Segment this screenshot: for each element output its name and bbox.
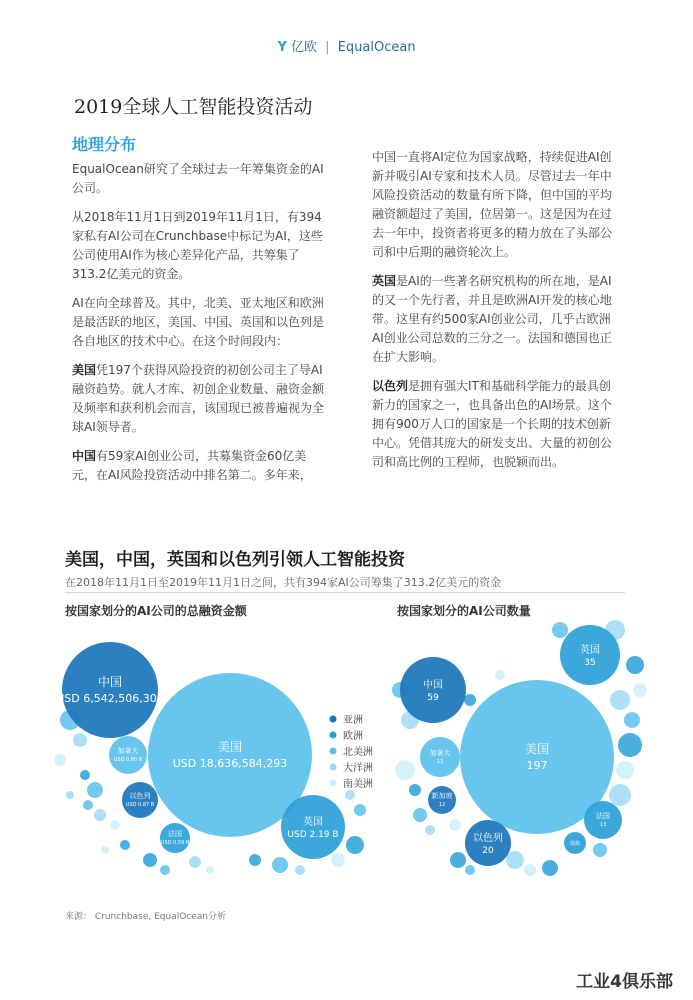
bubble-加拿大: [109, 736, 147, 774]
page-title: 2019全球人工智能投资活动: [74, 96, 313, 118]
minor-bubble: [624, 712, 640, 728]
minor-bubble: [616, 761, 634, 779]
minor-bubble: [87, 782, 103, 798]
bubble-label: 美国: [217, 740, 243, 754]
minor-bubble: [495, 670, 505, 680]
minor-bubble: [143, 853, 157, 867]
logo-en: EqualOcean: [337, 40, 416, 55]
minor-bubble: [354, 804, 366, 816]
text-uk: 是AI的一些著名研究机构的所在地，是AI的又一个先行者，并且是欧洲AI开发的核心地带。这里有约500家AI创业公司，几乎占欧洲AI创业公司总数的三分之一。法国和德国也正在扩大影响。: [372, 274, 612, 364]
bubble-label: 以色列: [129, 792, 151, 800]
logo-separator: |: [325, 40, 330, 55]
minor-bubble: [120, 840, 130, 850]
minor-bubble: [633, 683, 647, 697]
minor-bubble: [345, 790, 355, 800]
minor-bubble: [542, 860, 558, 876]
minor-bubble: [609, 784, 631, 806]
text-china: 有59家AI创业公司，共募集资金60亿美元，在AI风险投资活动中排名第二。多年来，: [72, 449, 312, 482]
equalocean-logo-icon: Y: [277, 40, 287, 55]
source-note: 来源： Crunchbase, EqualOcean分析: [65, 912, 226, 922]
bubble-value: 12: [438, 802, 446, 808]
minor-bubble: [464, 694, 476, 706]
minor-bubble: [413, 808, 427, 822]
legend-swatch: [330, 764, 337, 771]
minor-bubble: [593, 843, 607, 857]
minor-bubble: [425, 825, 435, 835]
minor-bubble: [94, 809, 106, 821]
minor-bubble: [110, 820, 120, 830]
bubble-value: 197: [526, 759, 548, 772]
bubble-label: 加拿大: [429, 749, 451, 757]
legend-swatch: [330, 732, 337, 739]
minor-bubble: [54, 754, 66, 766]
minor-bubble: [101, 846, 109, 854]
bubble-value: USD 0.80 B: [113, 757, 143, 763]
minor-bubble: [409, 784, 421, 796]
minor-bubble: [618, 733, 642, 757]
bubble-label: 英国: [303, 817, 323, 828]
bubble-value: USD 0.87 B: [125, 802, 155, 808]
bubble-value: USD 0.59 B: [160, 840, 190, 846]
minor-bubble: [626, 656, 644, 674]
minor-bubble: [249, 854, 261, 866]
bubble-加拿大: [420, 737, 460, 777]
bubble-中国: [62, 642, 158, 738]
bubble-value: 13: [599, 822, 607, 828]
legend-label: 北美洲: [343, 747, 373, 758]
minor-bubble: [295, 865, 305, 875]
chart-2-title: 按国家划分的AI公司数量: [397, 604, 531, 618]
bubble-value: 35: [584, 658, 596, 668]
logo-cn: 亿欧: [291, 40, 318, 55]
bubble-label: 英国: [580, 645, 600, 656]
paragraph-3: AI在向全球普及。其中，北美、亚太地区和欧洲是最活跃的地区，美国、中国、英国和以色列是各自地区的技术中心。在这个时间段内：: [72, 296, 325, 348]
legend-swatch: [330, 780, 337, 787]
minor-bubble: [206, 866, 214, 874]
minor-bubble: [73, 733, 87, 747]
minor-bubble: [506, 851, 524, 869]
lead-china: 中国: [72, 449, 97, 463]
minor-bubble: [83, 800, 93, 810]
lead-usa: 美国: [72, 363, 97, 377]
minor-bubble: [189, 856, 201, 868]
bubble-label: 中国: [423, 680, 443, 691]
paragraph-china-cont: 中国一直将AI定位为国家战略，持续促进AI创新并吸引AI专家和技术人员。尽管过去一年中风险投资活动的数量有所下降，但中国的平均融资额超过了美国，位居第一。这是因为在过去一年中，投资者将更多的精力放在了头部公司和中后期的融资轮次上。: [372, 150, 613, 259]
paragraph-2: 从2018年11月1日到2019年11月1日，有394家私有AI公司在Crunchbase中标记为AI，这些公司使用AI作为核心差异化产品，共筹集了313.2亿美元的资金。: [72, 210, 323, 281]
minor-bubble: [331, 853, 345, 867]
minor-bubble: [449, 819, 461, 831]
section-heading: 地理分布: [72, 135, 137, 154]
minor-bubble: [272, 857, 288, 873]
legend-swatch: [330, 748, 337, 755]
minor-bubble: [346, 836, 364, 854]
bubble-新加坡: [428, 786, 456, 814]
minor-bubble: [66, 791, 74, 799]
bubble-value: USD 6,542,506,300: [56, 692, 164, 705]
minor-bubble: [80, 770, 90, 780]
bubble-value: 20: [482, 846, 494, 856]
minor-bubble: [552, 622, 568, 638]
watermark: 工业4俱乐部: [576, 972, 673, 992]
chart-1-title: 按国家划分的AI公司的总融资金额: [65, 604, 247, 618]
bubble-label: 以色列: [473, 833, 503, 844]
bubble-value: USD 18,636,584,293: [172, 757, 288, 770]
legend-label: 欧洲: [343, 731, 363, 742]
chart-section-subtitle: 在2018年11月1日至2019年11月1日之间，共有394家AI公司筹集了313.2亿美元的资金: [65, 576, 502, 589]
minor-bubble: [450, 852, 466, 868]
bubble-label: 美国: [524, 742, 550, 756]
bubble-label: 新加坡: [431, 792, 453, 800]
bubble-value: 59: [427, 693, 439, 703]
minor-bubble: [524, 864, 536, 876]
lead-uk: 英国: [372, 274, 397, 288]
legend-label: 南美洲: [343, 779, 373, 790]
bubble-法国: [160, 823, 190, 853]
bubble-value: 13: [436, 759, 444, 765]
bubble-label: 中国: [97, 675, 123, 689]
bubble-label: 法国: [596, 812, 610, 820]
bubble-以色列: [122, 782, 158, 818]
lead-israel: 以色列: [372, 379, 409, 393]
text-usa: 凭197个获得风险投资的初创公司主了导AI融资趋势。就人才库、初创企业数量、融资金额及频率和获利机会而言，该国现已被普遍视为全球AI领导者。: [72, 363, 325, 434]
paragraph-1: EqualOcean研究了全球过去一年筹集资金的AI公司。: [72, 162, 324, 195]
bubble-label: 加拿大: [117, 747, 139, 755]
chart-section-title: 美国，中国，英国和以色列引领人工智能投资: [65, 550, 405, 570]
minor-bubble: [465, 865, 475, 875]
legend-swatch: [330, 716, 337, 723]
text-israel: 是拥有强大IT和基础科学能力的最具创新力的国家之一，也具备出色的AI场景。这个拥有900万人口的国家是一个长期的技术创新中心。凭借其庞大的研发支出、大量的初创公司和高比例的工程师，也脱颖而出。: [372, 379, 613, 469]
minor-bubble: [160, 865, 170, 875]
minor-bubble: [610, 690, 630, 710]
legend-label: 大洋洲: [343, 763, 373, 774]
bubble-法国: [584, 801, 622, 839]
legend-label: 亚洲: [343, 715, 363, 726]
minor-bubble: [395, 760, 415, 780]
bubble-label: 瑞典: [569, 841, 581, 847]
bubble-value: USD 2.19 B: [287, 830, 339, 840]
bubble-label: 法国: [168, 830, 182, 838]
